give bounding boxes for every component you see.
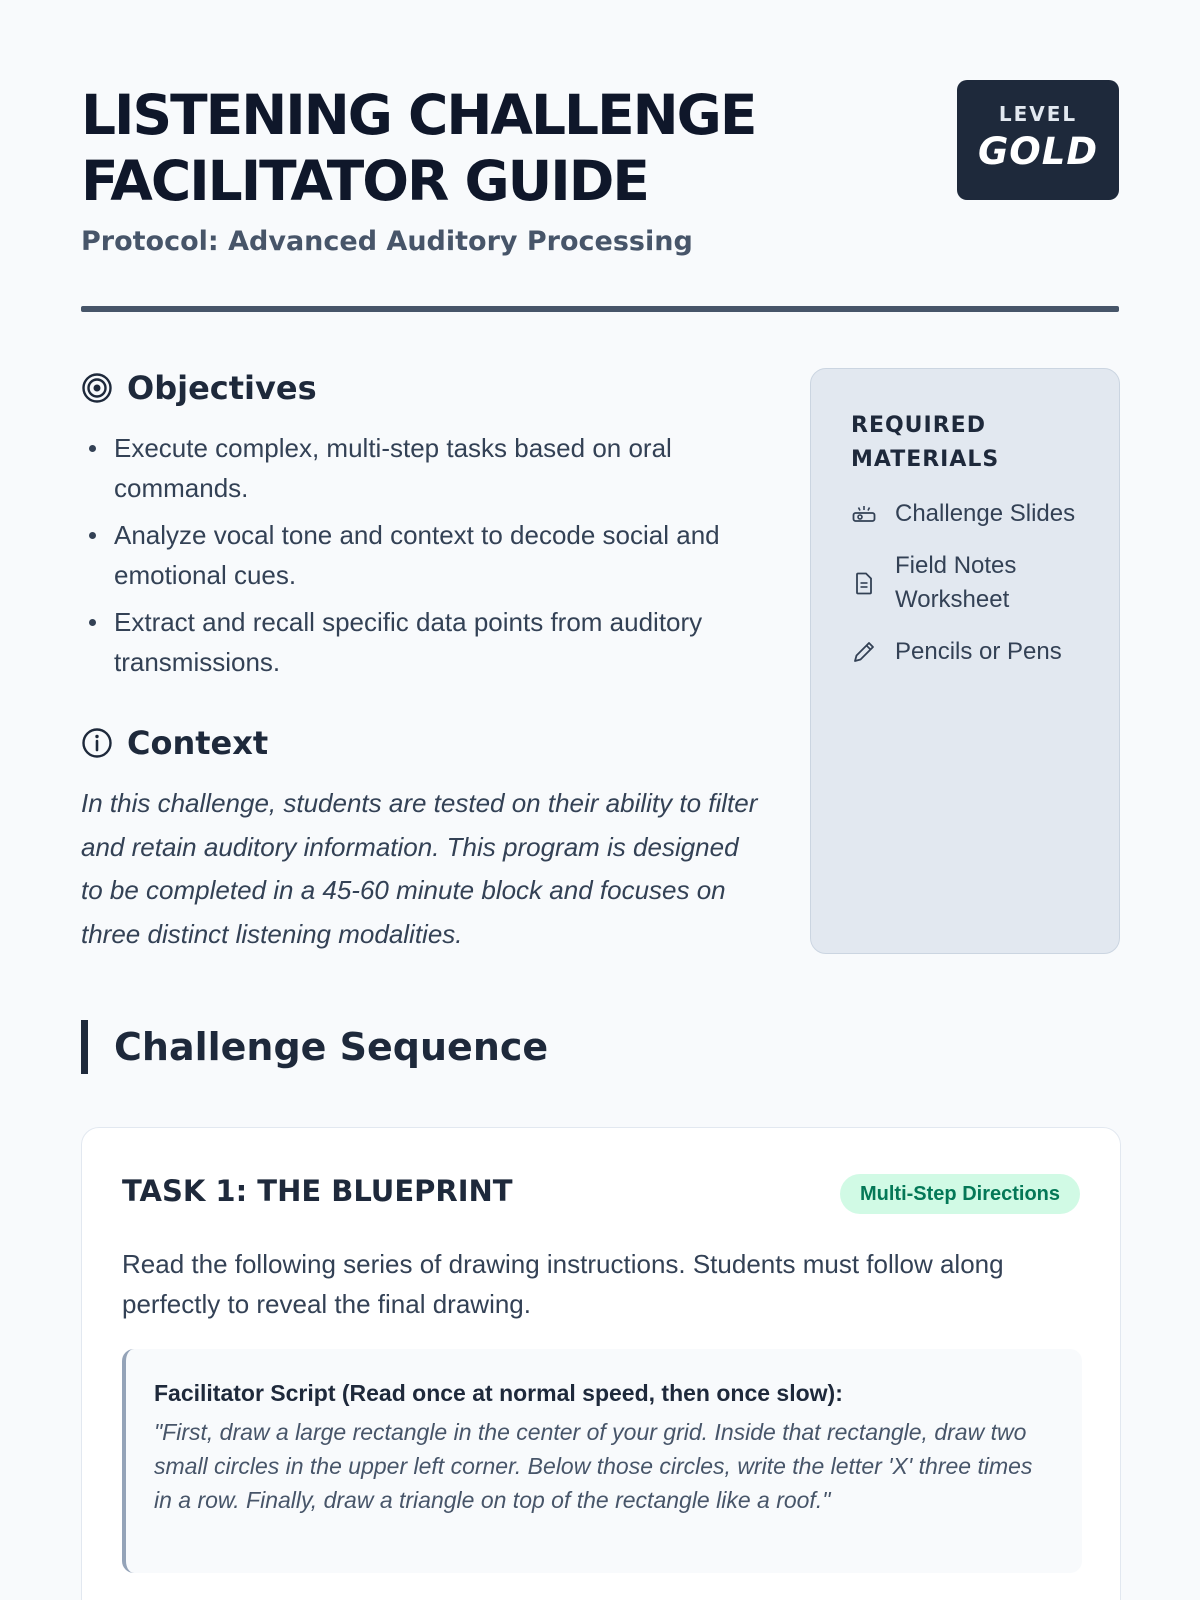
materials-list <box>851 497 1079 669</box>
context-heading <box>81 724 268 762</box>
document-icon <box>851 570 877 596</box>
objectives-heading-label: Objectives <box>127 369 317 407</box>
level-badge <box>957 80 1119 200</box>
task-description: Read the following series of drawing instructions. Students must follow along perfectly to reveal the final drawing. <box>122 1249 1004 1319</box>
target-icon <box>81 372 113 404</box>
script-label: Facilitator Script (Read once at normal speed, then once slow): <box>154 1380 843 1406</box>
list-item <box>851 635 1079 669</box>
materials-title: REQUIRED MATERIALS <box>851 413 1000 472</box>
list-item: Analyze vocal tone and context to decode social and emotional cues. <box>81 515 741 595</box>
task-card <box>81 1127 1121 1600</box>
level-value: GOLD <box>977 130 1099 173</box>
list-item: Execute complex, multi-step tasks based on oral commands. <box>81 428 741 508</box>
material-label: Field Notes Worksheet <box>895 552 1017 613</box>
level-label: LEVEL <box>998 102 1078 126</box>
context-paragraph: In this challenge, students are tested on their ability to filter and retain auditory information. This program is designed to be completed in a 45-60 minute block and focuses on three distinct listening modalities. <box>81 788 758 949</box>
challenge-sequence-heading: Challenge Sequence <box>81 1020 548 1074</box>
material-label: Pencils or Pens <box>895 638 1062 665</box>
context-heading-label: Context <box>127 724 269 762</box>
required-materials-card <box>810 368 1120 954</box>
header-divider <box>81 306 1119 312</box>
material-label: Challenge Slides <box>895 500 1076 527</box>
projector-icon <box>851 501 877 527</box>
script-text: "First, draw a large rectangle in the center of your grid. Inside that rectangle, draw two small circles in the upper left corner. Below those circles, write the letter 'X' three times in a row. Finally, draw a triangle on top of the rectangle like a roof." <box>154 1419 1033 1513</box>
list-item: Extract and recall specific data points from auditory transmissions. <box>81 602 741 682</box>
facilitator-script-box <box>122 1349 1082 1573</box>
objectives-heading <box>81 369 317 407</box>
pencil-icon <box>851 639 877 665</box>
page-subtitle: Protocol: Advanced Auditory Processing <box>81 226 693 257</box>
objectives-list <box>81 428 741 689</box>
info-icon <box>81 727 113 759</box>
list-item <box>851 549 1079 617</box>
page-title: LISTENING CHALLENGE FACILITATOR GUIDE <box>81 83 756 213</box>
list-item <box>851 497 1079 531</box>
header <box>81 0 1119 313</box>
task-type-badge: Multi-Step Directions <box>840 1174 1080 1214</box>
task-title: TASK 1: THE BLUEPRINT <box>122 1174 513 1208</box>
